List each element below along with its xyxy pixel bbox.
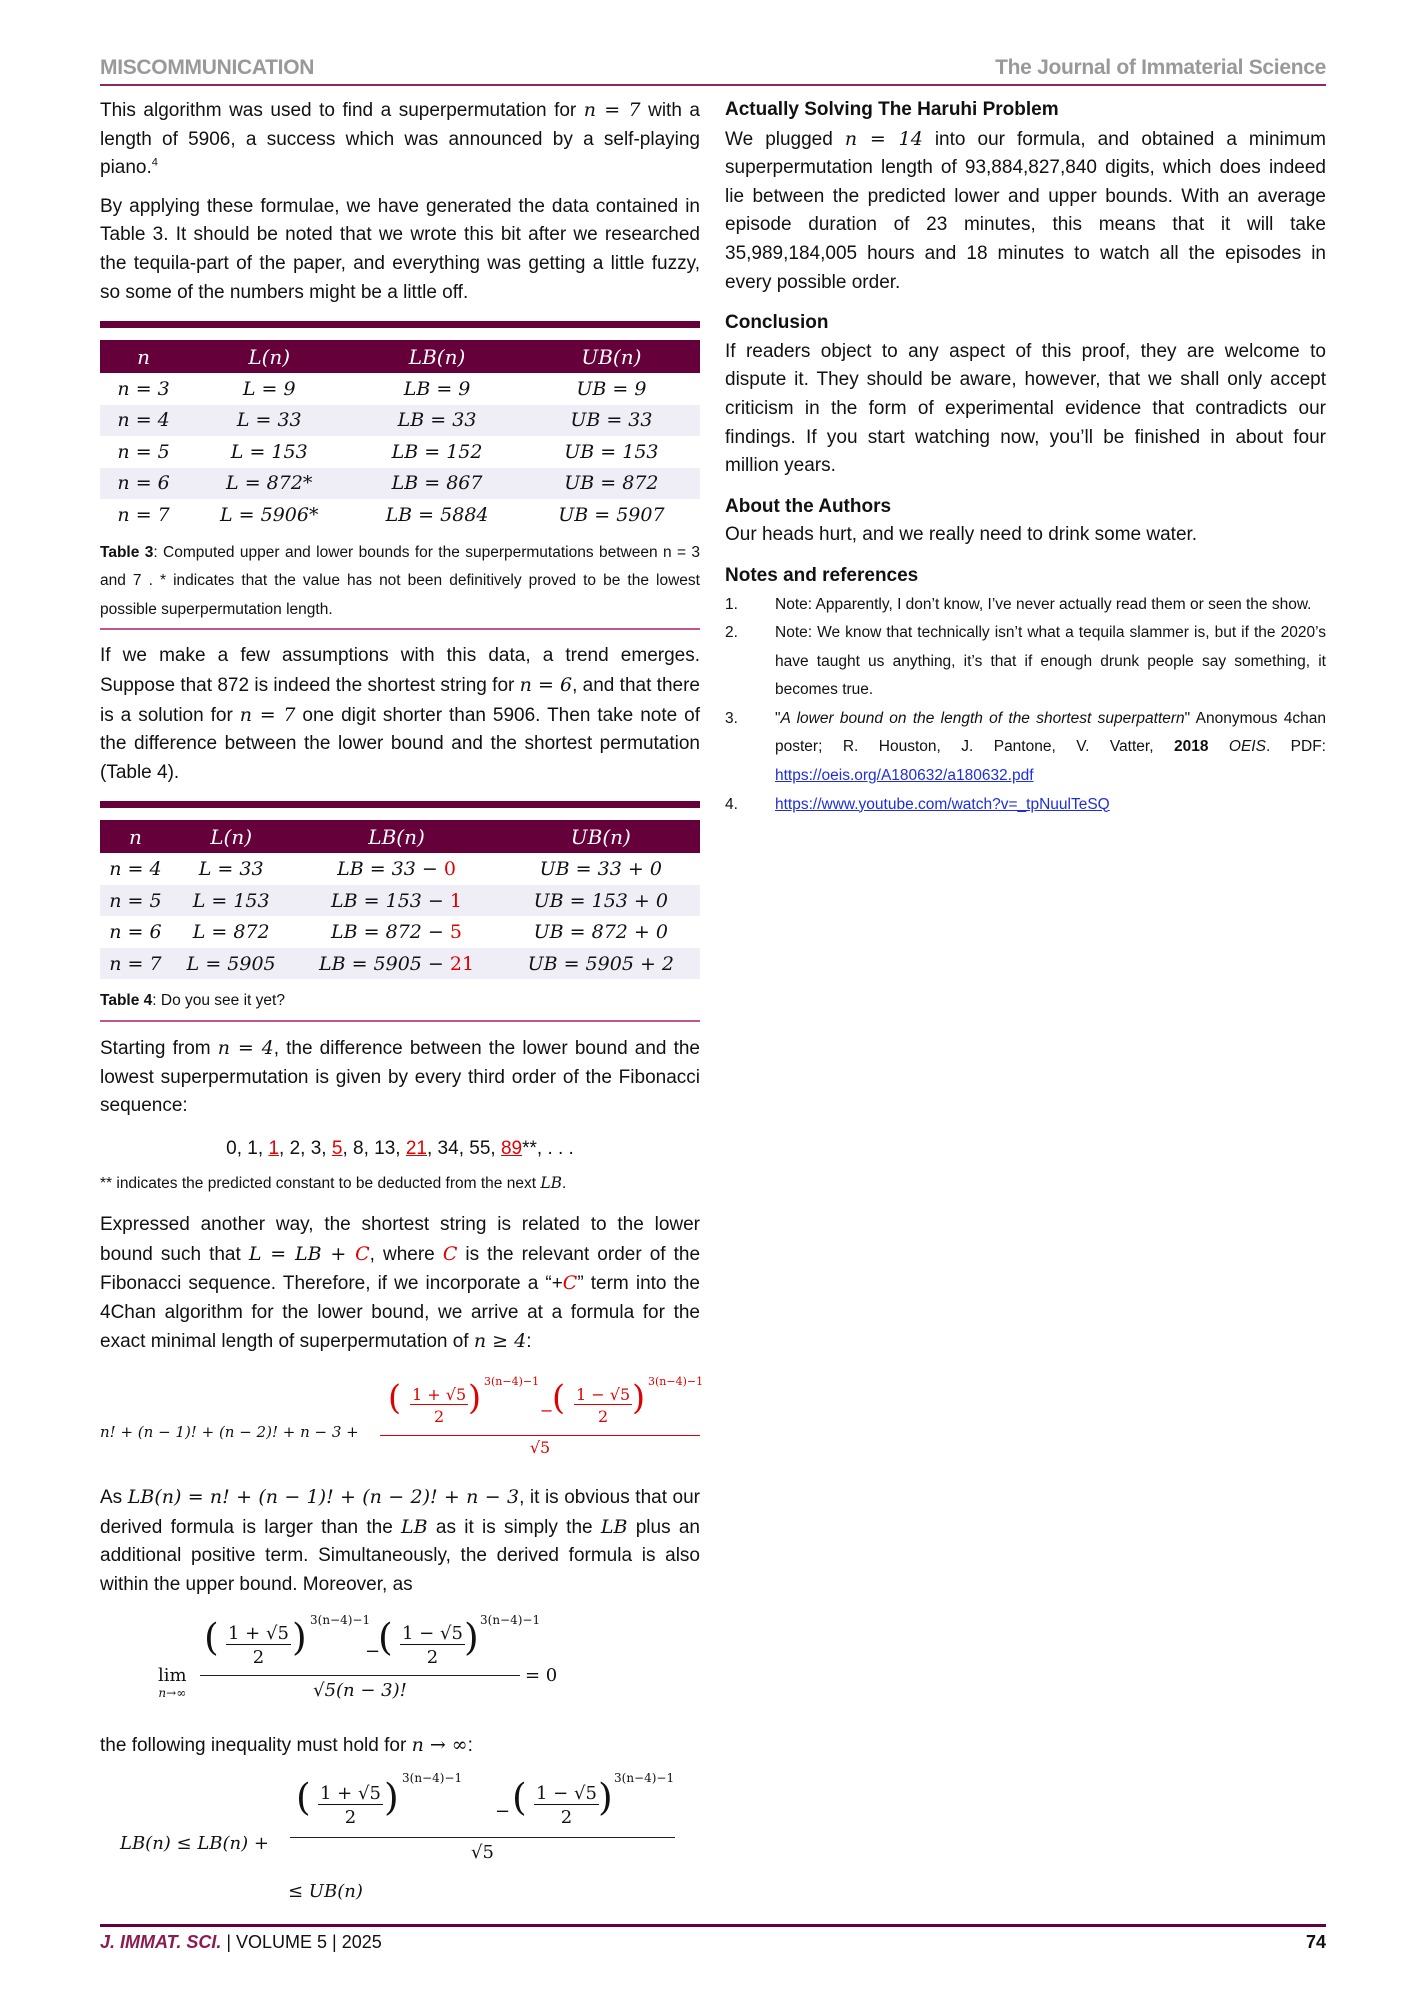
math-inline: LB — [401, 1515, 428, 1538]
math-inline: L = LB + — [248, 1242, 356, 1265]
lim: lim — [158, 1665, 187, 1687]
reference-item: 3. "A lower bound on the length of the shortest superpattern" Anonymous 4chan poster; R. Houston, J. Pantone, V. Vatter, 2018 OEIS. PDF: https://oeis.org/A180632/a180632.pdf — [725, 705, 1326, 791]
golden-ratio — [410, 1385, 468, 1426]
fibonacci-number: 0 — [226, 1137, 237, 1159]
fibonacci-number: 89 — [500, 1137, 523, 1159]
golden-ratio — [318, 1783, 383, 1828]
fibonacci-number: 1 — [268, 1137, 280, 1159]
minus: − — [495, 1800, 511, 1822]
cell-text: LB = 33 − — [337, 858, 444, 881]
col-header-UB: UB(n) — [502, 820, 700, 853]
fibonacci-number: 3 — [310, 1137, 322, 1159]
table-cell: L = 5905 — [171, 948, 292, 980]
text: . PDF: — [1265, 738, 1326, 756]
table3-top-bar — [100, 321, 700, 328]
left-column — [100, 96, 704, 1911]
table-cell: LB = 152 — [391, 440, 483, 463]
table-cell: UB = 153 + 0 — [502, 885, 700, 917]
den: 2 — [226, 1644, 291, 1668]
fibonacci-number: 2 — [289, 1137, 301, 1159]
fibonacci-number: 5 — [331, 1137, 343, 1159]
text: This algorithm was used to find a superpermutation for — [100, 100, 584, 121]
fibonacci-sequence: 0, 1, 1, 2, 3, 5, 8, 13, 21, 34, 55, 89**, . . . — [226, 1137, 574, 1159]
col-header-LB: LB(n) — [291, 820, 501, 853]
den: 2 — [410, 1404, 468, 1426]
table-cell — [291, 916, 501, 948]
table-cell: LB = 9 — [403, 377, 471, 400]
reference-link-oeis[interactable]: https://oeis.org/A180632/a180632.pdf — [775, 767, 1034, 785]
math-inline-C: C — [562, 1272, 578, 1295]
inequality-upper: ≤ UB(n) — [288, 1880, 363, 1902]
table-cell: UB = 153 — [564, 440, 659, 463]
table-header-row — [100, 820, 700, 853]
table-row — [100, 373, 700, 405]
conjugate — [400, 1623, 465, 1668]
reference-link-youtube[interactable]: https://www.youtube.com/watch?v=_tpNuulTeSQ — [775, 795, 1110, 813]
text: , it is obvious that our derived formula is larger than the — [100, 1486, 700, 1538]
fibonacci-constant: 1 — [449, 889, 462, 912]
math-inline: n = 7 — [583, 99, 641, 121]
text: , the difference between the lower bound and the lowest superpermutation is given by every third order of the Fibonacci sequence: — [100, 1038, 701, 1117]
references-list — [725, 591, 1326, 820]
paragraph-inequality-intro — [100, 1731, 700, 1761]
table-cell — [291, 948, 501, 980]
fraction-denominator: √5 — [290, 1837, 675, 1863]
paragraph-conclusion: If readers object to any aspect of this proof, they are welcome to dispute it. They should be aware, however, that we shall only accept criticism in the form of experimental evidence that contradicts our findings. If you start watching now, you’ll be finished in about four million years. — [725, 340, 1326, 477]
table-cell: n = 5 — [100, 885, 171, 917]
num: 1 − √5 — [536, 1782, 597, 1804]
table-cell: n = 6 — [109, 921, 162, 944]
table-row — [100, 916, 700, 948]
math-inline: n = 7 — [239, 703, 296, 726]
paragraph-fibonacci-intro — [100, 1034, 700, 1121]
limit-operator — [158, 1665, 187, 1700]
table-row — [100, 853, 700, 885]
fibonacci-constant: 21 — [449, 952, 475, 975]
text: , and that there is a solution for — [100, 675, 700, 726]
table-cell: n = 7 — [100, 948, 171, 980]
text: Starting from — [100, 1038, 218, 1059]
running-header-section: MISCOMMUNICATION — [100, 56, 315, 79]
fraction-denominator: √5(n − 3)! — [200, 1675, 520, 1701]
paragraph-expressed — [100, 1211, 700, 1357]
text: into our formula, and obtained a minimum superpermutation length of 93,884,827,840 digits, which does indeed lie between the predicted lower and upper bounds. With an average episode duration of 23 minutes, this means that it will take 35,989,184,005 hours and 18 minutes to watch all the episodes in every possible order. — [725, 128, 1326, 293]
math-inline: LB — [540, 1174, 562, 1193]
text: : — [526, 1331, 532, 1353]
table-cell: n = 4 — [109, 858, 162, 881]
inequality-fraction — [290, 1771, 675, 1863]
table-cell: L = 153 — [230, 440, 308, 463]
text: the following inequality must hold for — [100, 1735, 412, 1757]
minus: − — [365, 1641, 381, 1663]
table-row — [100, 499, 700, 531]
text: Expressed another way, the shortest string is related to the lower bound such that — [100, 1213, 700, 1265]
running-header-journal: The Journal of Immaterial Science — [995, 56, 1326, 79]
limit-fraction — [200, 1613, 541, 1702]
fibonacci-suffix: **, . . . — [522, 1137, 574, 1159]
fibonacci-number: 13 — [374, 1137, 396, 1159]
paragraph-formulae: By applying these formulae, we have generated the data contained in Table 3. It should be noted that we wrote this bit after we researched the tequila-part of the paper, and everything was getting a little fuzzy, so some of the numbers might be a little off. — [100, 195, 700, 303]
paragraph-haruhi — [725, 125, 1326, 298]
table-row — [100, 436, 700, 468]
paragraph-as-lb — [100, 1483, 700, 1599]
table-cell: L = 33 — [198, 858, 264, 881]
table-cell: n = 4 — [100, 405, 187, 437]
table-cell: L = 33 — [187, 405, 351, 437]
table-cell: UB = 872 + 0 — [533, 921, 668, 944]
math-inline: LB(n) = n! + (n − 1)! + (n − 2)! + n − 3 — [127, 1485, 520, 1508]
exponent: 3(n−4)−1 — [648, 1374, 704, 1388]
table-cell: n = 6 — [100, 468, 187, 500]
table-3 — [100, 340, 700, 531]
reference-number: 3. — [725, 709, 738, 727]
fraction-numerator: ( $\frac{1 + √5}{2}$ ) 3(n−4)−1 − ( $\frac{1 - √5}{2}$ ) 3(n−4)−1 — [204, 1613, 541, 1669]
fraction-numerator: ( $\frac{1 + √5}{2}$ ) 3(n−4)−1 − ( $\frac{1 - √5}{2}$ ) 3(n−4)−1 — [388, 1374, 704, 1426]
table-cell — [291, 885, 501, 917]
table-cell: L = 872 — [192, 921, 270, 944]
text: If we make a few assumptions with this data, a trend emerges. Suppose that 872 is indeed the shortest string for — [100, 645, 700, 697]
table-cell: LB = 33 — [351, 405, 523, 437]
num: 1 + √5 — [228, 1623, 289, 1645]
section-title-references: Notes and references — [725, 564, 919, 586]
footer-citation — [100, 1932, 382, 1953]
fraction-denominator: √5 — [380, 1435, 700, 1457]
paragraph-authors: Our heads hurt, and we really need to drink some water. — [725, 524, 1198, 546]
col-header-UB: UB(n) — [523, 340, 700, 373]
text: ” term into the 4Chan algorithm for the lower bound, we arrive at a formula for the exact minimal length of superpermutation of — [100, 1273, 700, 1353]
text: We plugged — [725, 128, 845, 150]
exponent: 3(n−4)−1 — [402, 1770, 463, 1785]
footer-volume: | VOLUME 5 | 2025 — [221, 1932, 382, 1952]
table-row — [100, 885, 700, 917]
paragraph-algorithm — [100, 96, 700, 183]
col-header-L: L(n) — [171, 820, 292, 853]
table-header-row — [100, 340, 700, 373]
text: one digit shorter than 5906. Then take note of the difference between the lower bound and the shortest permutation (Table 4). — [100, 704, 700, 783]
exponent: 3(n−4)−1 — [310, 1613, 371, 1628]
fibonacci-number: 55 — [469, 1137, 491, 1159]
col-header-n: n — [100, 820, 171, 853]
fibonacci-number: 1 — [247, 1137, 258, 1159]
text: . — [562, 1175, 567, 1193]
table-cell: L = 9 — [242, 377, 296, 400]
table-cell: UB = 33 + 0 — [539, 858, 662, 881]
caption-label: Table 4 — [100, 992, 153, 1010]
table-cell: UB = 33 — [523, 405, 700, 437]
text: : — [467, 1735, 473, 1757]
section-title-conclusion: Conclusion — [725, 312, 829, 334]
math-inline: n = 6 — [519, 674, 573, 697]
reference-text: Note: We know that technically isn’t what a tequila slammer is, but if the 2020’s have taught us anything, it’s that if enough drunk people say something, it becomes true. — [775, 624, 1326, 699]
fibonacci-number: 8 — [353, 1137, 364, 1159]
table-cell: LB = 5884 — [385, 503, 489, 526]
reference-number: 4. — [725, 795, 738, 813]
minus: − — [540, 1400, 554, 1420]
reference-year: 2018 — [1173, 738, 1209, 756]
fibonacci-note — [100, 1169, 700, 1199]
caption-rule — [100, 628, 700, 630]
table-cell: LB = 867 — [351, 468, 523, 500]
num: 1 − √5 — [402, 1623, 463, 1645]
inequality-lhs: LB(n) ≤ LB(n) + — [120, 1832, 269, 1854]
table-cell: n = 3 — [117, 377, 170, 400]
table-cell: L = 153 — [171, 885, 292, 917]
table-row — [100, 468, 700, 500]
formula-inequality — [100, 1771, 700, 1911]
table-4 — [100, 820, 700, 979]
den: 2 — [534, 1804, 599, 1828]
formula-exact-length — [100, 1373, 704, 1483]
footer-journal: J. IMMAT. SCI. — [100, 1932, 222, 1952]
limit-result: = 0 — [525, 1665, 558, 1687]
table-cell: n = 7 — [117, 503, 170, 526]
fibonacci-constant: 0 — [443, 858, 456, 881]
reference-item — [725, 591, 1326, 620]
math-inline: n = 4 — [217, 1037, 274, 1059]
table-cell: UB = 5905 + 2 — [502, 948, 700, 980]
cell-text: LB = 872 − — [331, 921, 450, 944]
reference-number: 1. — [725, 595, 738, 613]
math-inline-C: C — [442, 1242, 458, 1265]
table4-caption — [100, 987, 700, 1016]
table-row — [100, 405, 700, 437]
fraction-numerator: ( $\frac{1 + √5}{2}$ ) 3(n−4)−1 − ( $\frac{1 - √5}{2}$ ) 3(n−4)−1 — [296, 1770, 675, 1828]
header-rule — [100, 84, 1326, 86]
num: 1 + √5 — [320, 1782, 381, 1804]
col-header-L: L(n) — [187, 340, 351, 373]
text: ** indicates the predicted constant to be deducted from the next — [100, 1175, 541, 1193]
text: as it is simply the — [427, 1516, 601, 1538]
page-number: 74 — [1305, 1932, 1326, 1952]
text: is the relevant order of the Fibonacci sequence. Therefore, if we incorporate a “+ — [100, 1243, 701, 1295]
table-cell: UB = 9 — [576, 377, 647, 400]
footer-rule — [100, 1924, 1326, 1927]
exponent: 3(n−4)−1 — [614, 1770, 675, 1785]
num: 1 + √5 — [412, 1384, 467, 1404]
math-inline-C: C — [355, 1242, 370, 1265]
math-inline: LB — [600, 1515, 628, 1538]
reference-item — [725, 619, 1326, 705]
table-cell: L = 872* — [187, 468, 351, 500]
text: with a length of 5906, a success which was announced by a self-playing piano. — [100, 100, 700, 179]
section-title-haruhi: Actually Solving The Haruhi Problem — [725, 99, 1059, 120]
math-inline: n = 14 — [844, 127, 923, 150]
exponent: 3(n−4)−1 — [480, 1613, 541, 1628]
reference-item — [725, 791, 1326, 820]
caption-text: : Do you see it yet? — [152, 992, 285, 1010]
text: As — [100, 1486, 128, 1508]
den: 2 — [318, 1804, 383, 1828]
table-cell: UB = 5907 — [558, 503, 665, 526]
col-header-n: n — [100, 340, 187, 373]
fibonacci-number: 34 — [437, 1137, 459, 1159]
paragraph-trend — [100, 642, 700, 787]
reference-title: A lower bound on the length of the shortest superpattern — [780, 709, 1185, 727]
golden-ratio — [226, 1623, 291, 1668]
formula-limit — [100, 1613, 700, 1731]
table-row — [100, 948, 700, 980]
lim-subscript: n→∞ — [158, 1686, 187, 1701]
fibonacci-number: 21 — [405, 1137, 427, 1159]
conjugate — [534, 1783, 599, 1828]
conjugate — [574, 1385, 632, 1426]
caption-label: Table 3 — [100, 543, 154, 561]
exponent: 3(n−4)−1 — [484, 1374, 540, 1388]
right-column — [725, 96, 1326, 819]
text: plus an additional positive term. Simultaneously, the derived formula is also within the upper bound. Moreover, as — [100, 1516, 700, 1595]
footnote-ref[interactable]: 4 — [151, 156, 158, 169]
table3-caption — [100, 539, 700, 625]
caption-rule — [100, 1020, 700, 1022]
table-cell: n = 5 — [117, 440, 170, 463]
fibonacci-term — [380, 1373, 704, 1457]
table-cell: L = 5906* — [219, 503, 319, 526]
reference-authors: Anonymous 4chan poster; R. Houston, J. Pantone, V. Vatter, — [775, 709, 1326, 756]
den: 2 — [574, 1404, 632, 1426]
math-inline: n → ∞ — [411, 1734, 468, 1757]
reference-text: Note: Apparently, I don’t know, I’ve never actually read them or seen the show. — [775, 595, 1312, 613]
table4-top-bar — [100, 801, 700, 808]
reference-number: 2. — [725, 624, 738, 642]
fibonacci-constant: 5 — [449, 921, 462, 944]
math-inline: n ≥ 4 — [473, 1330, 527, 1353]
reference-venue: OEIS — [1228, 738, 1266, 756]
cell-text: LB = 5905 − — [318, 952, 450, 975]
num: 1 − √5 — [576, 1384, 631, 1404]
cell-text: LB = 153 − — [331, 889, 450, 912]
den: 2 — [400, 1644, 465, 1668]
text: , where — [369, 1243, 443, 1265]
col-header-LB: LB(n) — [351, 340, 523, 373]
table-cell: UB = 872 — [523, 468, 700, 500]
formula-lhs: n! + (n − 1)! + (n − 2)! + n − 3 + — [100, 1422, 359, 1441]
table-cell — [291, 853, 501, 885]
section-title-authors: About the Authors — [725, 495, 892, 517]
caption-text: : Computed upper and lower bounds for the superpermutations between n = 3 and 7 . * indicates that the value has not been definitively proved to be the lowest possible superpermutation length. — [100, 543, 701, 618]
